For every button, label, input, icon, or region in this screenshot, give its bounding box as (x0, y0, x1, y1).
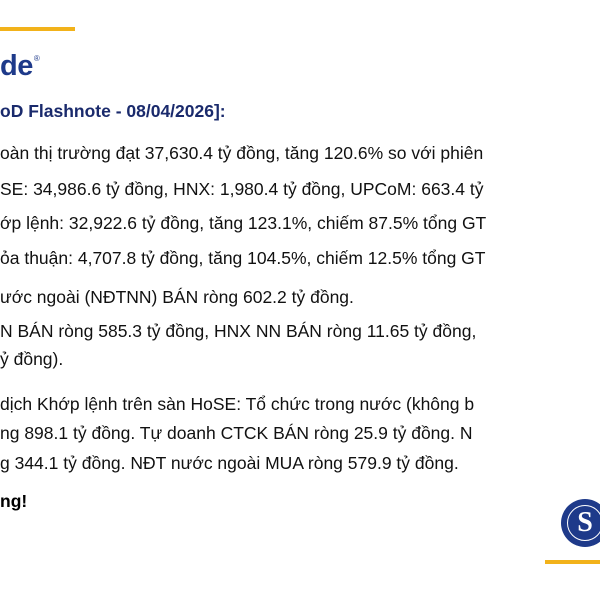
closing-text: ng! (0, 491, 28, 511)
summary-line-2: SE: 34,986.6 tỷ đồng, HNX: 1,980.4 tỷ đồng, UPCoM: 663.4 tỷ (0, 179, 484, 199)
bottom-accent-line (545, 560, 600, 564)
top-accent-line (0, 27, 75, 31)
summary-line-7: ỷ đồng). (0, 349, 64, 369)
brand-name: de (0, 50, 33, 82)
flashnote-title: oD Flashnote - 08/04/2026]: (0, 101, 226, 121)
summary-line-1: oàn thị trường đạt 37,630.4 tỷ đồng, tăng 120.6% so với phiên (0, 143, 484, 163)
summary-line-6: N BÁN ròng 585.3 tỷ đồng, HNX NN BÁN ròng 11.65 tỷ đồng, (0, 321, 477, 341)
summary-line-9: ng 898.1 tỷ đồng. Tự doanh CTCK BÁN ròng 25.9 tỷ đồng. N (0, 423, 473, 443)
summary-line-10: g 344.1 tỷ đồng. NĐT nước ngoài MUA ròng 579.9 tỷ đồng. (0, 453, 459, 473)
brand-logo (0, 50, 39, 83)
summary-line-5: ước ngoài (NĐTNN) BÁN ròng 602.2 tỷ đồng. (0, 287, 354, 307)
seal-letter: S (577, 507, 593, 538)
summary-line-4: ỏa thuận: 4,707.8 tỷ đồng, tăng 104.5%, chiếm 12.5% tổng GT (0, 248, 486, 268)
summary-line-3: ớp lệnh: 32,922.6 tỷ đồng, tăng 123.1%, chiếm 87.5% tổng GT (0, 213, 487, 233)
company-seal-icon (563, 501, 600, 545)
registered-mark: ® (33, 54, 40, 63)
summary-line-8: dịch Khớp lệnh trên sàn HoSE: Tổ chức trong nước (không b (0, 394, 475, 414)
